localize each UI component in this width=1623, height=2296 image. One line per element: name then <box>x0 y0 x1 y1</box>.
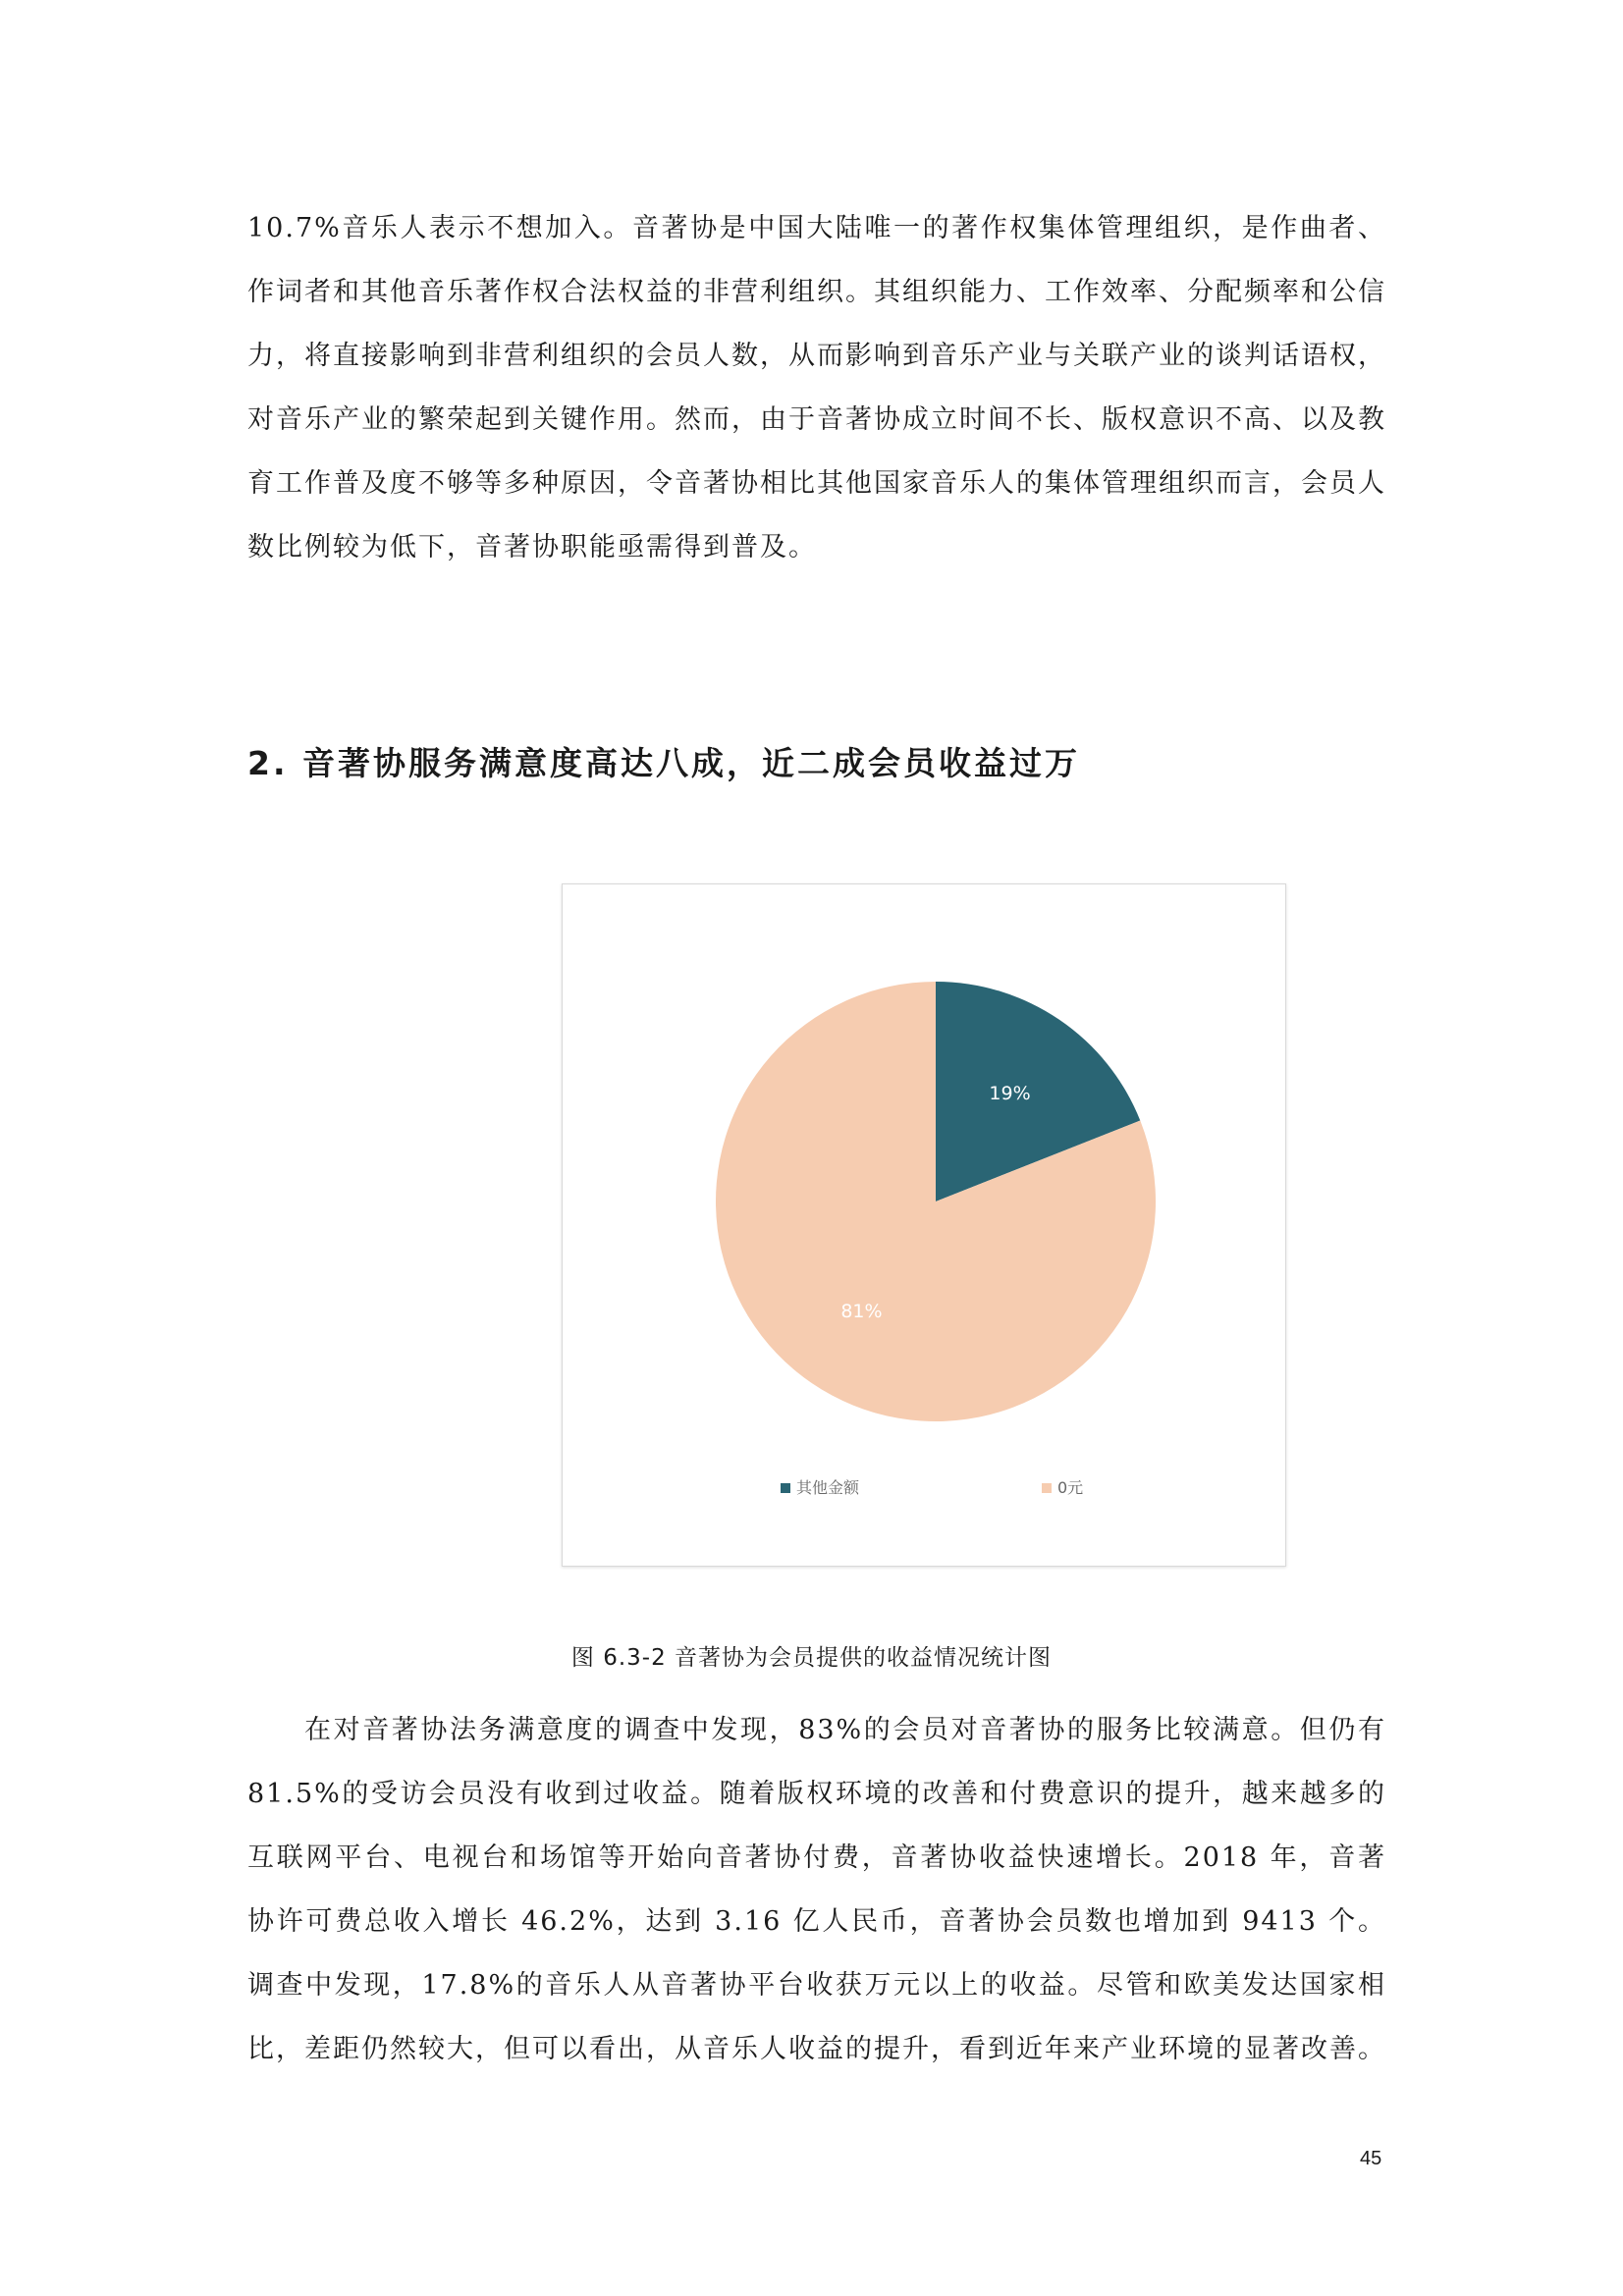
legend-swatch-1 <box>781 1483 790 1493</box>
body-paragraph-1 <box>247 196 1386 579</box>
slice-label-2: 81% <box>840 1301 883 1323</box>
slice-label-1: 19% <box>989 1082 1031 1104</box>
page-number: 45 <box>1360 2148 1382 2169</box>
legend-label-1: 其他金额 <box>796 1478 860 1497</box>
pie-chart <box>563 884 1285 1566</box>
figure-caption: 图 6.3-2 音著协为会员提供的收益情况统计图 <box>570 1645 1053 1671</box>
pie-chart-figure <box>562 883 1286 1567</box>
section-heading: 2. 音著协服务满意度高达八成，近二成会员收益过万 <box>247 744 1080 782</box>
legend-swatch-2 <box>1042 1483 1052 1493</box>
paragraph-2-text: 在对音著协法务满意度的调查中发现，83%的会员对音著协的服务比较满意。但仍有81.5%的受访会员没有收到过收益。随着版权环境的改善和付费意识的提升，越来越多的互联网平台、电视台和场馆等开始向音著协付费，音著协收益快速增长。2018 年，音著协许可费总收入增长 46.2%，达到 3.16 亿人民币，音著协会员数也增加到 9413 个。调查中发现，17.8%的音乐人从音著协平台收获万元以上的收益。尽管和欧美发达国家相比，差距仍然较大，但可以看出，从音乐人收益的提升，看到近年来产业环境的显著改善。 <box>247 1715 1386 2064</box>
body-paragraph-2 <box>247 1698 1386 2081</box>
legend-label-2: 0元 <box>1057 1478 1084 1497</box>
paragraph-1-text: 10.7%音乐人表示不想加入。音著协是中国大陆唯一的著作权集体管理组织，是作曲者、作词者和其他音乐著作权合法权益的非营利组织。其组织能力、工作效率、分配频率和公信力，将直接影响到非营利组织的会员人数，从而影响到音乐产业与关联产业的谈判话语权，对音乐产业的繁荣起到关键作用。然而，由于音著协成立时间不长、版权意识不高、以及教育工作普及度不够等多种原因，令音著协相比其他国家音乐人的集体管理组织而言，会员人数比例较为低下，音著协职能亟需得到普及。 <box>247 213 1386 562</box>
